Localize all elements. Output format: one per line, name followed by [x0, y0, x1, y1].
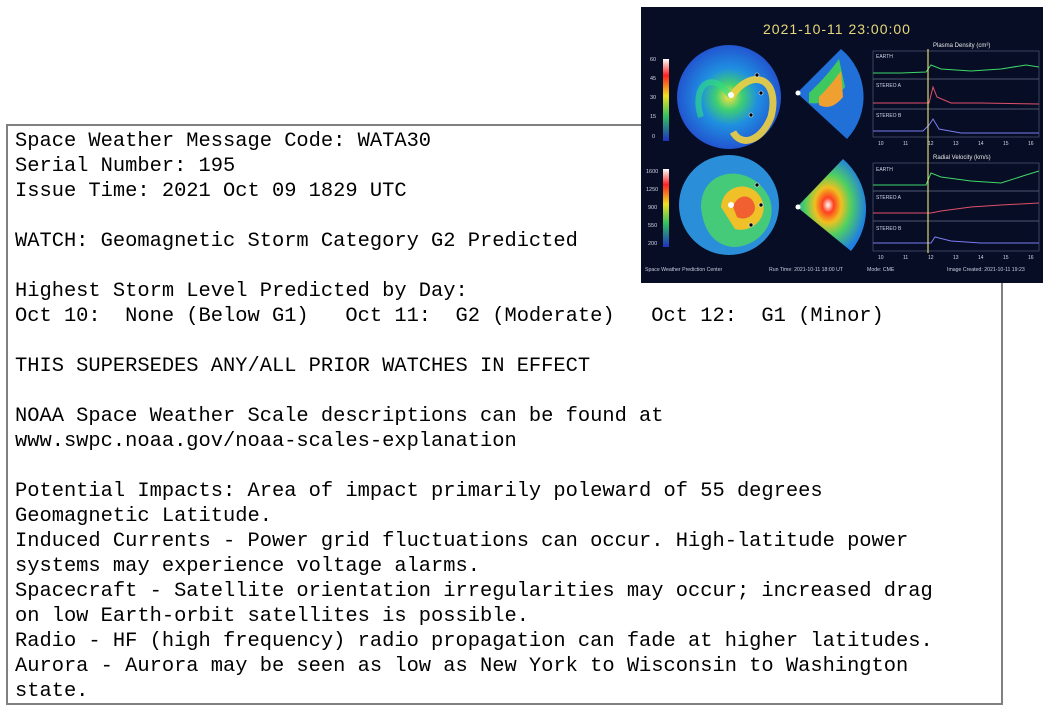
bulletin-line: Geomagnetic Latitude. [15, 505, 272, 528]
svg-text:1600: 1600 [646, 169, 659, 175]
bulletin-line: state. [15, 680, 89, 703]
svg-text:13: 13 [953, 141, 959, 147]
stereo-b-marker [749, 113, 753, 117]
svg-text:550: 550 [648, 223, 658, 229]
svg-text:EARTH: EARTH [876, 167, 893, 173]
svg-text:14: 14 [978, 255, 984, 261]
svg-text:Mode: CME: Mode: CME [867, 267, 895, 273]
bulletin-line: on low Earth-orbit satellites is possible. [15, 605, 529, 628]
svg-text:45: 45 [650, 76, 657, 82]
svg-text:Space Weather Prediction Cente: Space Weather Prediction Center [645, 267, 723, 273]
svg-text:Radial Velocity (km/s): Radial Velocity (km/s) [933, 155, 991, 161]
svg-text:12: 12 [928, 141, 934, 147]
svg-text:STEREO A: STEREO A [876, 195, 902, 201]
svg-text:11: 11 [903, 141, 909, 147]
bulletin-line [15, 379, 1001, 404]
svg-text:STEREO A: STEREO A [876, 83, 902, 89]
bulletin-line [15, 329, 1001, 354]
bulletin-line: Spacecraft - Satellite orientation irregularities may occur; increased drag [15, 580, 933, 603]
bulletin-line: systems may experience voltage alarms. [15, 555, 480, 578]
bulletin-line: WATCH: Geomagnetic Storm Category G2 Predicted [15, 230, 578, 253]
svg-text:10: 10 [878, 141, 884, 147]
velocity-meridional-wedge [797, 159, 866, 251]
stereo-a-marker [759, 91, 763, 95]
bulletin-line [15, 454, 1001, 479]
density-colorbar-ticks [650, 57, 656, 140]
velocity-colorbar [663, 169, 669, 247]
bulletin-line: Potential Impacts: Area of impact primarily poleward of 55 degrees [15, 480, 823, 503]
svg-text:200: 200 [648, 241, 658, 247]
density-time-series [873, 43, 1039, 147]
svg-text:Plasma Density (cm³): Plasma Density (cm³) [933, 43, 991, 49]
svg-text:30: 30 [650, 95, 657, 101]
svg-text:STEREO B: STEREO B [876, 113, 902, 119]
svg-text:14: 14 [978, 141, 984, 147]
bulletin-line: Induced Currents - Power grid fluctuations can occur. High-latitude power [15, 530, 909, 553]
bulletin-line: Radio - HF (high frequency) radio propagation can fade at higher latitudes. [15, 630, 933, 653]
svg-text:900: 900 [648, 205, 658, 211]
bulletin-line: NOAA Space Weather Scale descriptions can be found at [15, 405, 664, 428]
svg-text:60: 60 [650, 57, 657, 63]
earth-marker [755, 73, 759, 77]
svg-text:12: 12 [928, 255, 934, 261]
svg-text:15: 15 [650, 114, 657, 120]
bulletin-line: www.swpc.noaa.gov/noaa-scales-explanation [15, 430, 517, 453]
bulletin-line: Highest Storm Level Predicted by Day: [15, 280, 468, 303]
density-colorbar [663, 59, 669, 141]
svg-text:11: 11 [903, 255, 909, 261]
svg-text:Run Time: 2021-10-11 18:00 UT: Run Time: 2021-10-11 18:00 UT [769, 267, 844, 273]
model-timestamp: 2021-10-11 23:00:00 [763, 21, 911, 37]
svg-text:13: 13 [953, 255, 959, 261]
svg-text:16: 16 [1028, 255, 1034, 261]
svg-text:10: 10 [878, 255, 884, 261]
bulletin-line: THIS SUPERSEDES ANY/ALL PRIOR WATCHES IN EFFECT [15, 355, 591, 378]
bulletin-line: Oct 10: None (Below G1) Oct 11: G2 (Moderate) Oct 12: G1 (Minor) [15, 305, 884, 328]
svg-text:1250: 1250 [646, 187, 659, 193]
svg-text:15: 15 [1003, 141, 1009, 147]
bulletin-line: Aurora - Aurora may be seen as low as New York to Wisconsin to Washington [15, 655, 909, 678]
velocity-colorbar-ticks [646, 169, 658, 247]
svg-text:0: 0 [652, 134, 656, 140]
velocity-time-series [873, 155, 1039, 261]
bulletin-line: Serial Number: 195 [15, 155, 236, 178]
bulletin-line: Space Weather Message Code: WATA30 [15, 130, 432, 153]
model-footer [645, 267, 1025, 273]
svg-text:15: 15 [1003, 255, 1009, 261]
svg-text:EARTH: EARTH [876, 54, 893, 60]
bulletin-line: Issue Time: 2021 Oct 09 1829 UTC [15, 180, 407, 203]
wsa-enlil-graphic [641, 7, 1043, 283]
sun-marker [728, 92, 734, 98]
wsa-enlil-model-image [641, 7, 1043, 283]
svg-text:STEREO B: STEREO B [876, 226, 902, 232]
svg-text:16: 16 [1028, 141, 1034, 147]
svg-text:Image Created: 2021-10-11 19:2: Image Created: 2021-10-11 19:23 [947, 267, 1025, 273]
